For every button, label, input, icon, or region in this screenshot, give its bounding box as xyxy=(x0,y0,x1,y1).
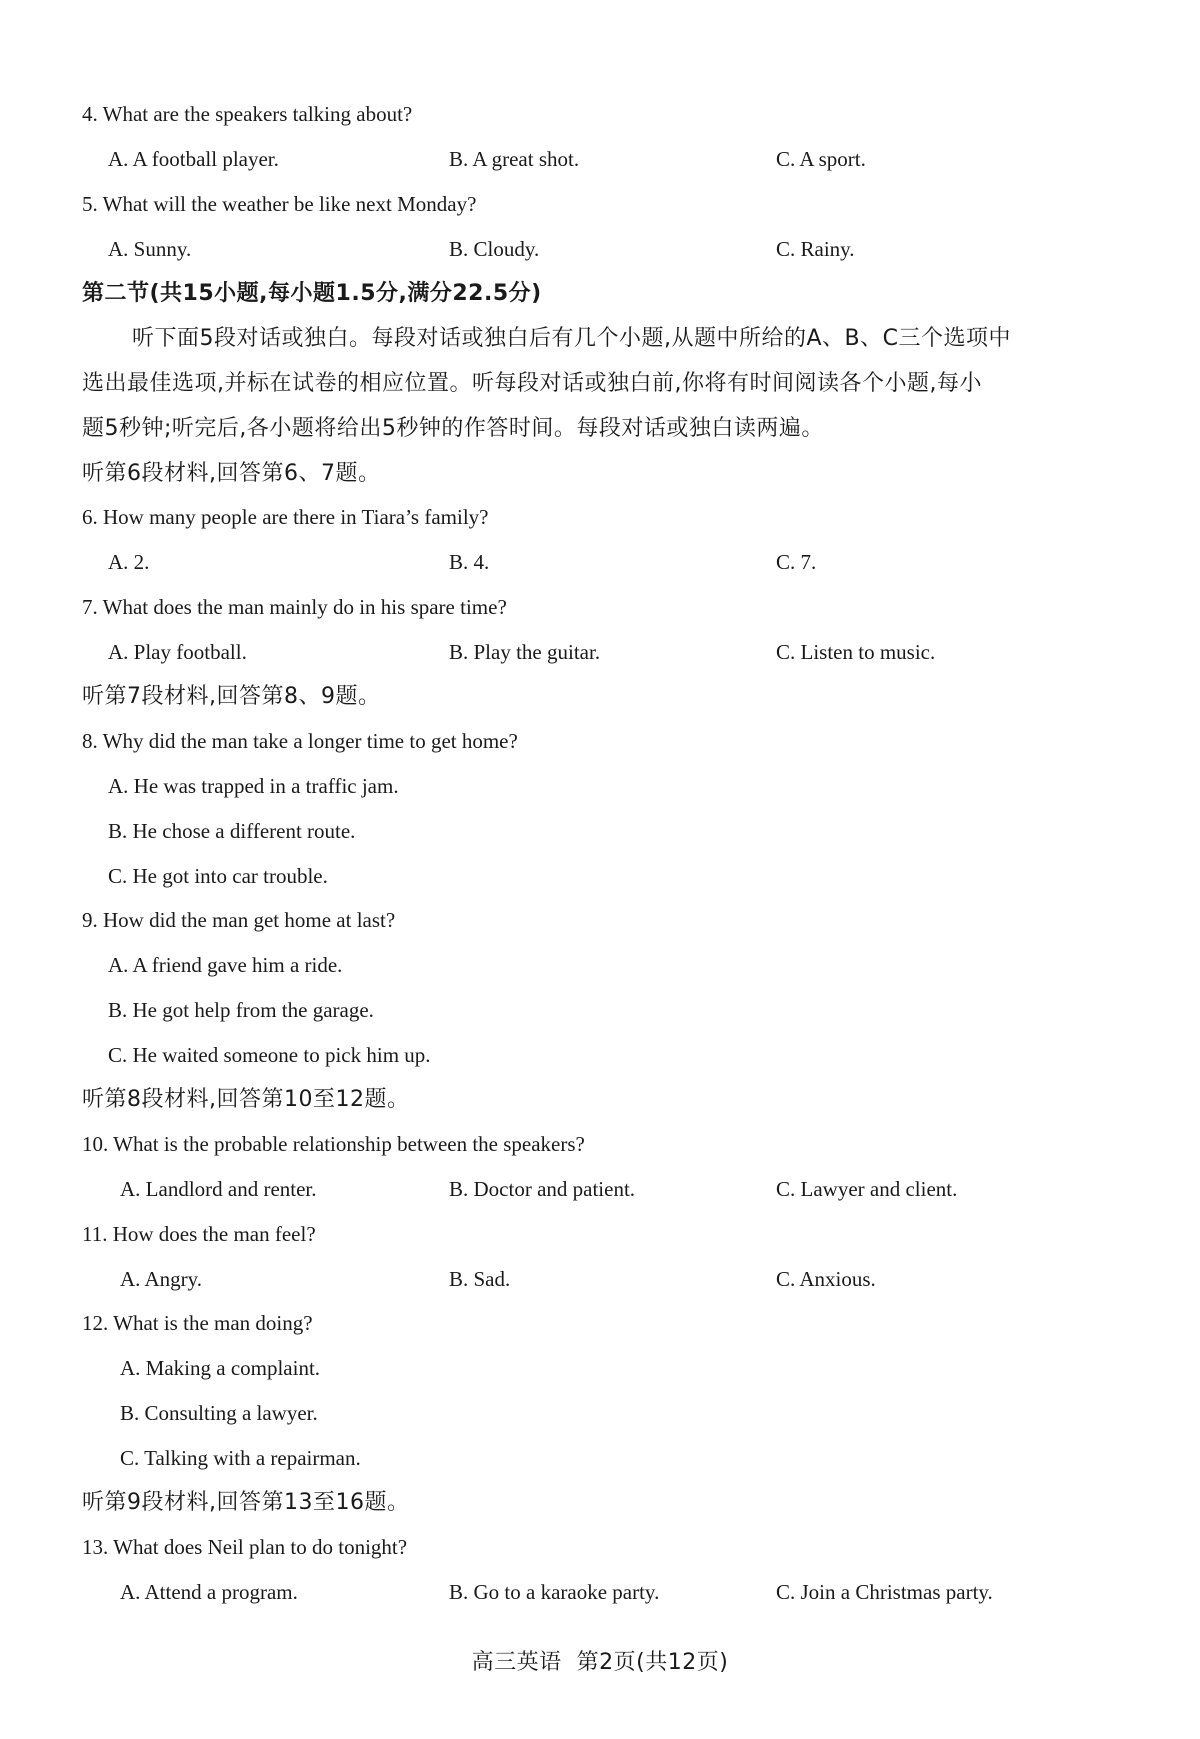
q11-option-a: A. Angry. xyxy=(120,1267,203,1291)
q9-option-a: A. A friend gave him a ride. xyxy=(108,953,343,977)
q9-option-b: B. He got help from the garage. xyxy=(108,998,374,1022)
question-6: 6. How many people are there in Tiara’s family? xyxy=(82,505,489,529)
question-7: 7. What does the man mainly do in his spare time? xyxy=(82,595,507,619)
q4-option-a: A. A football player. xyxy=(108,147,279,171)
q8-option-c: C. He got into car trouble. xyxy=(108,864,328,888)
material-6-heading: 听第6段材料,回答第6、7题。 xyxy=(82,461,381,486)
section-2-instructions-1: 听下面5段对话或独白。每段对话或独白后有几个小题,从题中所给的A、B、C三个选项中 xyxy=(132,326,1011,351)
question-4: 4. What are the speakers talking about? xyxy=(82,102,413,126)
q6-option-b: B. 4. xyxy=(449,550,490,574)
q7-option-c: C. Listen to music. xyxy=(776,640,936,664)
question-5: 5. What will the weather be like next Monday? xyxy=(82,192,477,216)
q6-option-c: C. 7. xyxy=(776,550,817,574)
q7-option-b: B. Play the guitar. xyxy=(449,640,601,664)
q9-option-c: C. He waited someone to pick him up. xyxy=(108,1043,431,1067)
section-2-title: 第二节(共15小题,每小题1.5分,满分22.5分) xyxy=(82,281,542,306)
q11-option-b: B. Sad. xyxy=(449,1267,511,1291)
q12-option-b: B. Consulting a lawyer. xyxy=(120,1401,318,1425)
question-9: 9. How did the man get home at last? xyxy=(82,908,396,932)
q5-option-a: A. Sunny. xyxy=(108,237,192,261)
q12-option-c: C. Talking with a repairman. xyxy=(120,1446,361,1470)
question-10: 10. What is the probable relationship between the speakers? xyxy=(82,1132,585,1156)
question-12: 12. What is the man doing? xyxy=(82,1311,313,1335)
question-11: 11. How does the man feel? xyxy=(82,1222,316,1246)
q8-option-b: B. He chose a different route. xyxy=(108,819,356,843)
material-9-heading: 听第9段材料,回答第13至16题。 xyxy=(82,1490,410,1515)
q5-option-b: B. Cloudy. xyxy=(449,237,540,261)
q8-option-a: A. He was trapped in a traffic jam. xyxy=(108,774,399,798)
q13-option-b: B. Go to a karaoke party. xyxy=(449,1580,660,1604)
material-8-heading: 听第8段材料,回答第10至12题。 xyxy=(82,1087,410,1112)
q10-option-b: B. Doctor and patient. xyxy=(449,1177,636,1201)
q10-option-c: C. Lawyer and client. xyxy=(776,1177,958,1201)
material-7-heading: 听第7段材料,回答第8、9题。 xyxy=(82,684,381,709)
q4-option-c: C. A sport. xyxy=(776,147,866,171)
section-2-instructions-2: 选出最佳选项,并标在试卷的相应位置。听每段对话或独白前,你将有时间阅读各个小题,每小 xyxy=(82,371,982,396)
q6-option-a: A. 2. xyxy=(108,550,150,574)
q12-option-a: A. Making a complaint. xyxy=(120,1356,321,1380)
q13-option-c: C. Join a Christmas party. xyxy=(776,1580,993,1604)
question-13: 13. What does Neil plan to do tonight? xyxy=(82,1535,408,1559)
q10-option-a: A. Landlord and renter. xyxy=(120,1177,317,1201)
q7-option-a: A. Play football. xyxy=(108,640,247,664)
q5-option-c: C. Rainy. xyxy=(776,237,855,261)
question-8: 8. Why did the man take a longer time to get home? xyxy=(82,729,518,753)
q13-option-a: A. Attend a program. xyxy=(120,1580,298,1604)
q4-option-b: B. A great shot. xyxy=(449,147,580,171)
page-footer: 高三英语 第2页(共12页) xyxy=(471,1650,729,1675)
section-2-instructions-3: 题5秒钟;听完后,各小题将给出5秒钟的作答时间。每段对话或独白读两遍。 xyxy=(82,416,824,441)
q11-option-c: C. Anxious. xyxy=(776,1267,876,1291)
